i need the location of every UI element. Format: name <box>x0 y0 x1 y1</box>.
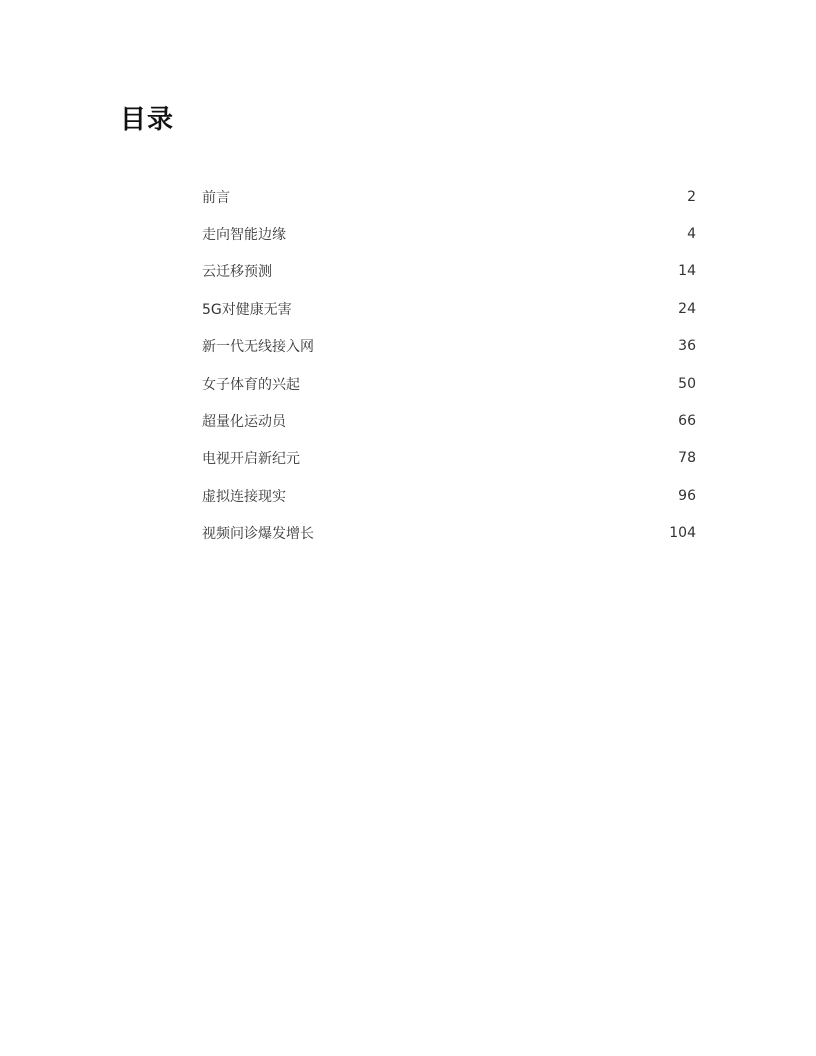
toc-entry-label: 女子体育的兴起 <box>202 376 300 393</box>
toc-entry[interactable] <box>202 477 696 514</box>
toc-entry-page-number: 14 <box>678 263 696 280</box>
toc-entry[interactable] <box>202 440 696 477</box>
toc-entry-label: 5G对健康无害 <box>202 301 292 318</box>
toc-entry-page-number: 96 <box>678 487 696 504</box>
toc-entry-page-number: 4 <box>687 226 696 243</box>
toc-entry[interactable] <box>202 178 696 215</box>
toc-entry[interactable] <box>202 515 696 552</box>
toc-entry[interactable] <box>202 215 696 252</box>
toc-entry[interactable] <box>202 253 696 290</box>
toc-entry-page-number: 104 <box>669 525 696 542</box>
toc-entry-label: 虚拟连接现实 <box>202 488 286 505</box>
toc-entry[interactable] <box>202 328 696 365</box>
toc-entry[interactable] <box>202 402 696 439</box>
toc-entry-page-number: 66 <box>678 413 696 430</box>
toc-entry-label: 新一代无线接入网 <box>202 339 314 356</box>
toc-entry-label: 视频问诊爆发增长 <box>202 526 314 543</box>
toc-entry-page-number: 24 <box>678 300 696 317</box>
toc-entry-page-number: 50 <box>678 375 696 392</box>
toc-entry[interactable] <box>202 365 696 402</box>
toc-entry-page-number: 78 <box>678 450 696 467</box>
toc-entry-page-number: 2 <box>687 188 696 205</box>
toc-entry-page-number: 36 <box>678 338 696 355</box>
toc-entry-label: 前言 <box>202 189 230 206</box>
toc-entry-label: 电视开启新纪元 <box>202 451 300 468</box>
toc-entry-label: 超量化运动员 <box>202 414 286 431</box>
table-of-contents <box>202 178 696 552</box>
toc-entry-label: 云迁移预测 <box>202 264 272 281</box>
page-title: 目录 <box>120 105 175 135</box>
toc-entry-label: 走向智能边缘 <box>202 227 286 244</box>
toc-entry[interactable] <box>202 290 696 327</box>
